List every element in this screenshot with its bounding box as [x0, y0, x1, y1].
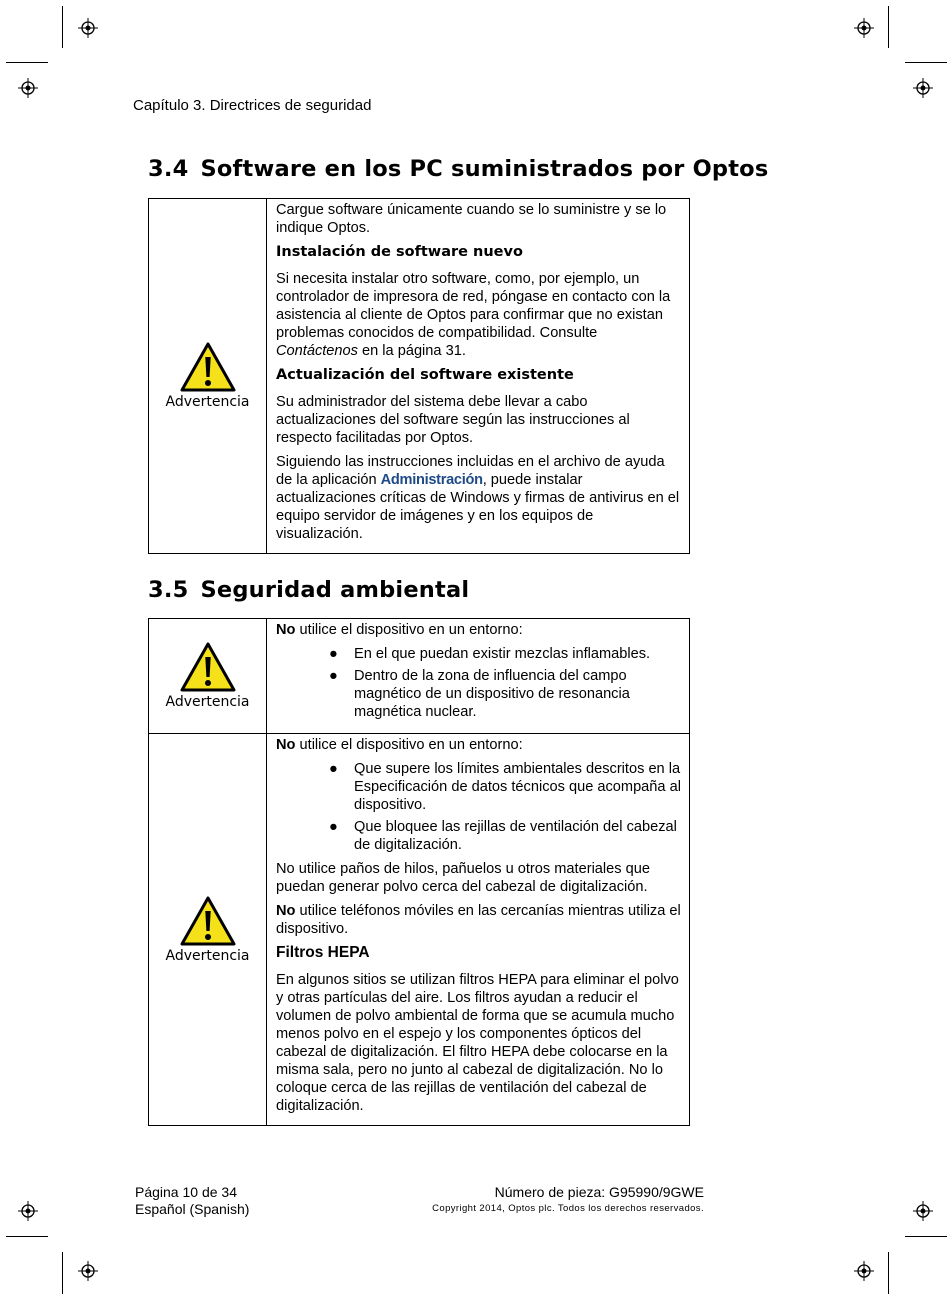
bullet-list [276, 760, 681, 854]
language-label: Español (Spanish) [135, 1201, 250, 1217]
list-item [329, 667, 681, 721]
warning-label: Advertencia [165, 394, 250, 410]
section-heading [148, 156, 768, 182]
registration-mark-icon [854, 1261, 874, 1281]
registration-mark-icon [78, 1261, 98, 1281]
crop-mark [6, 1236, 48, 1237]
bullet-icon: ● [329, 819, 338, 835]
crop-mark [6, 62, 48, 63]
warning-text-cell [267, 734, 690, 1126]
warning-table [148, 618, 690, 1126]
bullet-icon: ● [329, 668, 338, 684]
emphasis: No [276, 903, 296, 919]
crop-mark [62, 6, 63, 48]
subheading: Actualización del software existente [276, 367, 574, 383]
list-item-text: Que supere los límites ambientales descritos en la Especificación de datos técnicos que acompaña al dispositivo. [354, 761, 681, 813]
copyright-notice: Copyright 2014, Optos plc. Todos los derechos reservados. [432, 1203, 704, 1214]
list-item [329, 760, 681, 814]
paragraph [276, 902, 681, 938]
warning-cell [149, 734, 267, 1126]
paragraph [276, 621, 681, 639]
crop-mark [888, 6, 889, 48]
crop-mark [905, 62, 947, 63]
application-link[interactable]: Administración [380, 472, 483, 488]
cross-reference-link[interactable]: Contáctenos [276, 343, 358, 359]
crop-mark [905, 1236, 947, 1237]
bullet-icon: ● [329, 646, 338, 662]
registration-mark-icon [18, 78, 38, 98]
warning-triangle-icon [180, 642, 236, 692]
paragraph-text: en la página 31. [357, 343, 466, 359]
warning-text-cell [267, 199, 690, 554]
list-item [329, 645, 681, 663]
paragraph: Su administrador del sistema debe llevar a cabo actualizaciones del software según las instrucciones al respecto facilitadas por Optos. [276, 394, 630, 446]
paragraph-text: Si necesita instalar otro software, como, por ejemplo, un controlador de impresora de red, póngase en contacto con la asistencia al cliente de Optos para confirmar que no existan problemas conocidos de compatibilidad. Consulte [276, 271, 671, 341]
paragraph: No utilice paños de hilos, pañuelos u otros materiales que puedan generar polvo cerca del cabezal de digitalización. [276, 861, 650, 895]
warning-triangle-icon [180, 896, 236, 946]
section-number: 3.5 [148, 577, 189, 603]
paragraph [276, 270, 681, 360]
emphasis: No [276, 737, 296, 753]
warning-cell [149, 619, 267, 734]
registration-mark-icon [913, 1201, 933, 1221]
crop-mark [62, 1252, 63, 1294]
footer-left [135, 1184, 249, 1218]
bullet-icon: ● [329, 761, 338, 777]
registration-mark-icon [78, 18, 98, 38]
section-title: Software en los PC suministrados por Optos [200, 156, 769, 182]
paragraph [276, 453, 681, 543]
warning-triangle-icon [180, 342, 236, 392]
paragraph-text: utilice el dispositivo en un entorno: [295, 737, 523, 753]
crop-mark [888, 1252, 889, 1294]
paragraph: Cargue software únicamente cuando se lo suministre y se lo indique Optos. [276, 202, 667, 236]
registration-mark-icon [854, 18, 874, 38]
warning-cell [149, 199, 267, 554]
list-item-text: En el que puedan existir mezclas inflamables. [354, 646, 651, 662]
section-heading [148, 577, 469, 603]
list-item [329, 818, 681, 854]
emphasis: No [276, 622, 296, 638]
paragraph [276, 736, 681, 754]
list-item-text: Dentro de la zona de influencia del campo magnético de un dispositivo de resonancia magnética nuclear. [354, 668, 630, 720]
paragraph-text: utilice el dispositivo en un entorno: [295, 622, 523, 638]
warning-text-cell [267, 619, 690, 734]
registration-mark-icon [18, 1201, 38, 1221]
paragraph-text: Siguiendo las instrucciones incluidas en el archivo de ayuda de la aplicación [276, 454, 665, 488]
warning-label: Advertencia [165, 947, 250, 964]
section-title: Seguridad ambiental [200, 577, 470, 603]
list-item-text: Que bloquee las rejillas de ventilación del cabezal de digitalización. [354, 819, 677, 853]
chapter-header: Capítulo 3. Directrices de seguridad [133, 97, 372, 114]
warning-label: Advertencia [165, 694, 250, 710]
paragraph: En algunos sitios se utilizan filtros HEPA para eliminar el polvo y otras partículas del aire. Los filtros ayudan a reducir el volumen de polvo ambiental de forma que se acumula mucho menos polvo en el espejo y los componentes ópticos del cabezal de digitalización. El filtro HEPA debe colocarse en la misma sala, pero no junto al cabezal de digitalización. No lo coloque cerca de las rejillas de ventilación del cabezal de digitalización. [276, 972, 679, 1114]
part-number: Número de pieza: G95990/9GWE [494, 1184, 704, 1200]
registration-mark-icon [913, 78, 933, 98]
subheading: Filtros HEPA [276, 944, 370, 961]
bullet-list [276, 645, 681, 721]
subheading: Instalación de software nuevo [276, 244, 523, 260]
section-number: 3.4 [148, 156, 189, 182]
paragraph-text: utilice teléfonos móviles en las cercanías mientras utiliza el dispositivo. [276, 903, 681, 937]
paragraph-text: , puede instalar actualizaciones críticas de Windows y firmas de antivirus en el equipo servidor de imágenes y en los equipos de visualización. [276, 472, 680, 542]
warning-table [148, 198, 690, 554]
page-number: Página 10 de 34 [135, 1184, 237, 1200]
